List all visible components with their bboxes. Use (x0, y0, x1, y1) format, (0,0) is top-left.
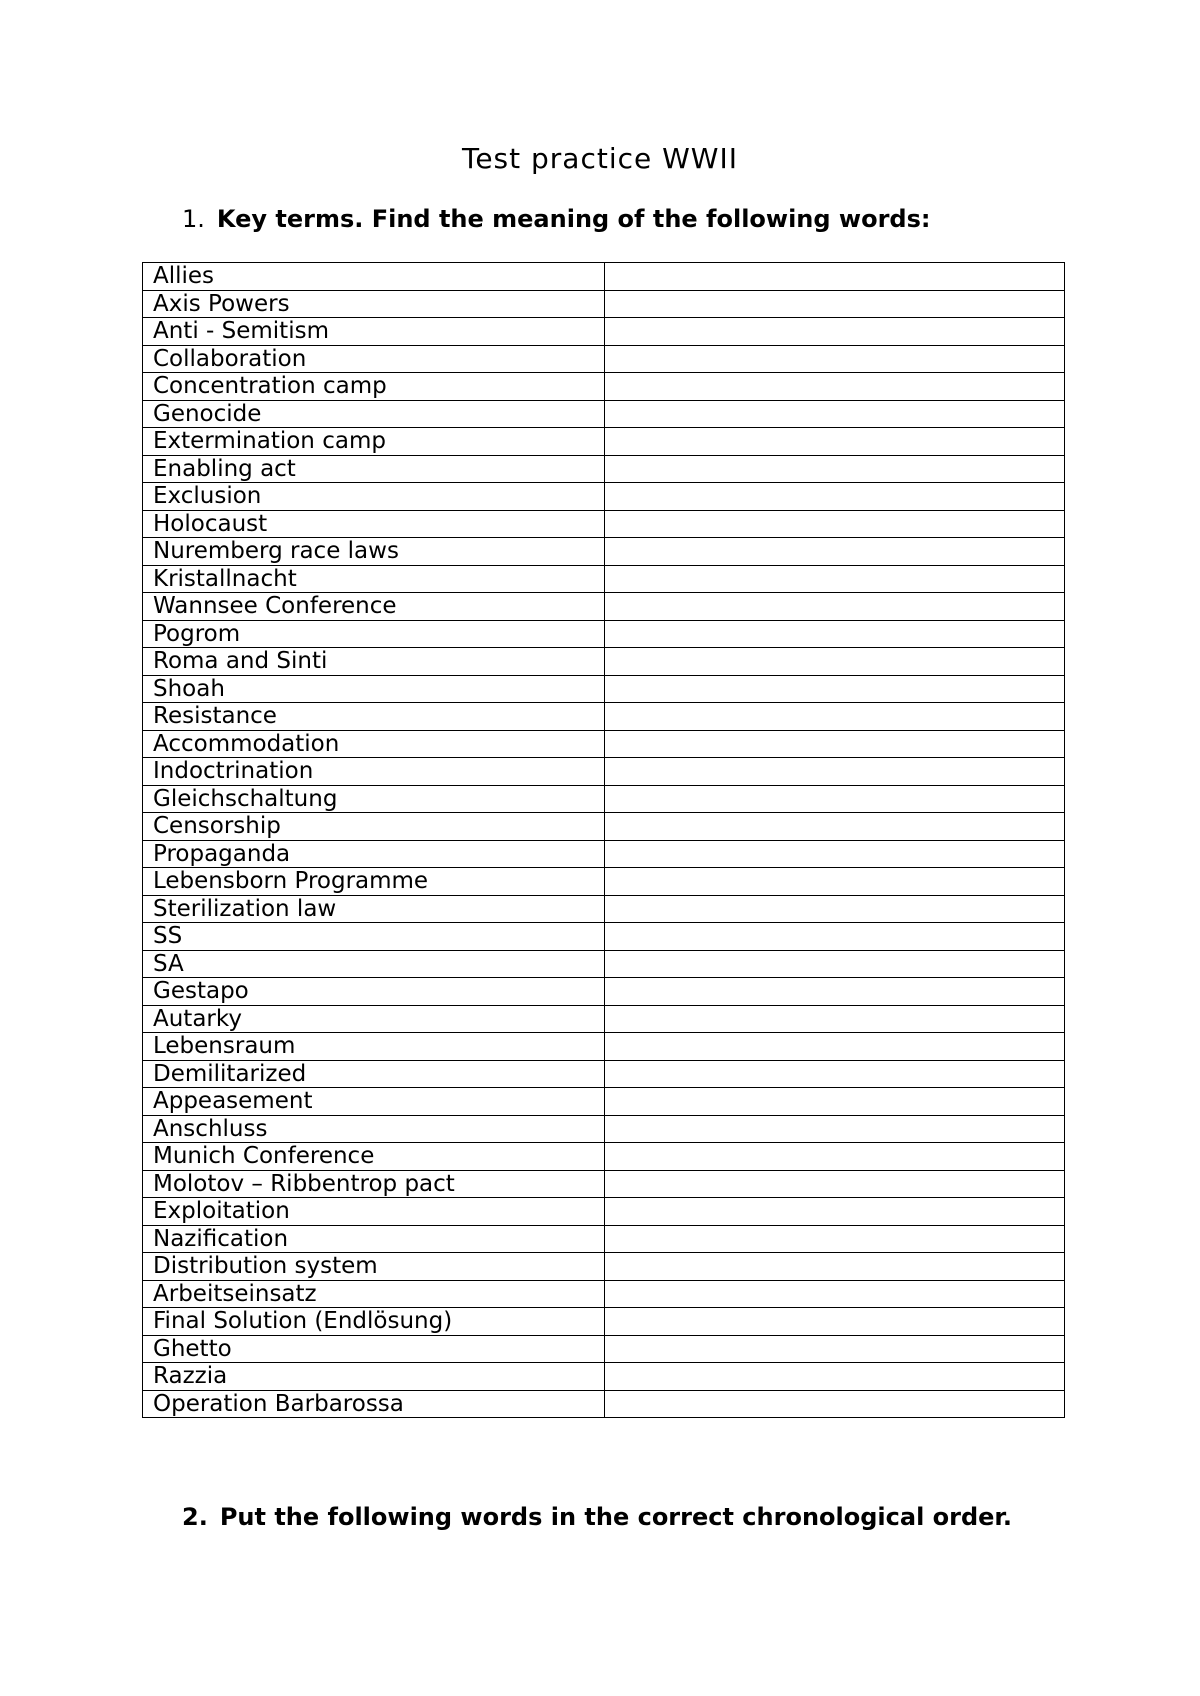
meaning-cell[interactable] (605, 1088, 1065, 1116)
meaning-cell[interactable] (605, 648, 1065, 676)
meaning-cell[interactable] (605, 1033, 1065, 1061)
meaning-cell[interactable] (605, 1005, 1065, 1033)
table-row (143, 1308, 1065, 1336)
table-row (143, 290, 1065, 318)
table-row (143, 1143, 1065, 1171)
table-row (143, 1088, 1065, 1116)
table-row (143, 620, 1065, 648)
meaning-cell[interactable] (605, 1198, 1065, 1226)
table-row (143, 868, 1065, 896)
meaning-cell[interactable] (605, 318, 1065, 346)
question-1-text: Key terms. Find the meaning of the following words: (216, 205, 931, 233)
meaning-cell[interactable] (605, 675, 1065, 703)
meaning-cell[interactable] (605, 840, 1065, 868)
meaning-cell[interactable] (605, 290, 1065, 318)
meaning-cell[interactable] (605, 373, 1065, 401)
meaning-cell[interactable] (605, 1363, 1065, 1391)
term-cell: Nazification (143, 1225, 605, 1253)
term-cell: Lebensraum (143, 1033, 605, 1061)
table-row (143, 950, 1065, 978)
table-row (143, 593, 1065, 621)
term-cell: Operation Barbarossa (143, 1390, 605, 1418)
term-cell: Anschluss (143, 1115, 605, 1143)
meaning-cell[interactable] (605, 703, 1065, 731)
meaning-cell[interactable] (605, 1170, 1065, 1198)
table-row (143, 565, 1065, 593)
meaning-cell[interactable] (605, 428, 1065, 456)
term-cell: Nuremberg race laws (143, 538, 605, 566)
meaning-cell[interactable] (605, 483, 1065, 511)
meaning-cell[interactable] (605, 1335, 1065, 1363)
key-terms-table (142, 262, 1065, 1418)
table-row (143, 455, 1065, 483)
meaning-cell[interactable] (605, 345, 1065, 373)
table-row (143, 648, 1065, 676)
table-row (143, 263, 1065, 291)
term-cell: Holocaust (143, 510, 605, 538)
meaning-cell[interactable] (605, 730, 1065, 758)
term-cell: Final Solution (Endlösung) (143, 1308, 605, 1336)
meaning-cell[interactable] (605, 1253, 1065, 1281)
meaning-cell[interactable] (605, 1060, 1065, 1088)
term-cell: Munich Conference (143, 1143, 605, 1171)
term-cell: Extermination camp (143, 428, 605, 456)
term-cell: Appeasement (143, 1088, 605, 1116)
table-row (143, 538, 1065, 566)
table-row (143, 510, 1065, 538)
meaning-cell[interactable] (605, 895, 1065, 923)
term-cell: Axis Powers (143, 290, 605, 318)
term-cell: Accommodation (143, 730, 605, 758)
meaning-cell[interactable] (605, 785, 1065, 813)
meaning-cell[interactable] (605, 455, 1065, 483)
table-row (143, 373, 1065, 401)
term-cell: Anti - Semitism (143, 318, 605, 346)
question-1 (182, 205, 930, 233)
page-title: Test practice WWII (461, 142, 739, 175)
term-cell: Exclusion (143, 483, 605, 511)
term-cell: Ghetto (143, 1335, 605, 1363)
meaning-cell[interactable] (605, 263, 1065, 291)
term-cell: Enabling act (143, 455, 605, 483)
meaning-cell[interactable] (605, 1143, 1065, 1171)
table-row (143, 1005, 1065, 1033)
term-cell: Autarky (143, 1005, 605, 1033)
meaning-cell[interactable] (605, 620, 1065, 648)
table-row (143, 730, 1065, 758)
table-row (143, 813, 1065, 841)
table-row (143, 1335, 1065, 1363)
meaning-cell[interactable] (605, 1225, 1065, 1253)
term-cell: Pogrom (143, 620, 605, 648)
meaning-cell[interactable] (605, 565, 1065, 593)
meaning-cell[interactable] (605, 868, 1065, 896)
meaning-cell[interactable] (605, 1308, 1065, 1336)
table-row (143, 428, 1065, 456)
table-row (143, 840, 1065, 868)
term-cell: Molotov – Ribbentrop pact (143, 1170, 605, 1198)
term-cell: Concentration camp (143, 373, 605, 401)
term-cell: Lebensborn Programme (143, 868, 605, 896)
term-cell: Sterilization law (143, 895, 605, 923)
table-row (143, 318, 1065, 346)
meaning-cell[interactable] (605, 1115, 1065, 1143)
term-cell: Razzia (143, 1363, 605, 1391)
table-row (143, 345, 1065, 373)
term-cell: Resistance (143, 703, 605, 731)
table-row (143, 785, 1065, 813)
term-cell: SA (143, 950, 605, 978)
table-row (143, 978, 1065, 1006)
meaning-cell[interactable] (605, 758, 1065, 786)
table-row (143, 400, 1065, 428)
term-cell: Genocide (143, 400, 605, 428)
meaning-cell[interactable] (605, 813, 1065, 841)
table-row (143, 1280, 1065, 1308)
meaning-cell[interactable] (605, 1280, 1065, 1308)
term-cell: Gestapo (143, 978, 605, 1006)
table-row (143, 1253, 1065, 1281)
question-2-number: 2. (182, 1503, 208, 1531)
term-cell: Gleichschaltung (143, 785, 605, 813)
table-row (143, 1060, 1065, 1088)
term-cell: Distribution system (143, 1253, 605, 1281)
meaning-cell[interactable] (605, 400, 1065, 428)
term-cell: Indoctrination (143, 758, 605, 786)
table-row (143, 923, 1065, 951)
term-cell: Exploitation (143, 1198, 605, 1226)
meaning-cell[interactable] (605, 510, 1065, 538)
table-row (143, 675, 1065, 703)
term-cell: Censorship (143, 813, 605, 841)
table-row (143, 1363, 1065, 1391)
table-row (143, 483, 1065, 511)
term-cell: Roma and Sinti (143, 648, 605, 676)
meaning-cell[interactable] (605, 538, 1065, 566)
term-cell: Propaganda (143, 840, 605, 868)
table-row (143, 1390, 1065, 1418)
table-row (143, 1170, 1065, 1198)
term-cell: Arbeitseinsatz (143, 1280, 605, 1308)
meaning-cell[interactable] (605, 593, 1065, 621)
question-2 (182, 1503, 1012, 1531)
meaning-cell[interactable] (605, 1390, 1065, 1418)
term-cell: Shoah (143, 675, 605, 703)
term-cell: Wannsee Conference (143, 593, 605, 621)
table-row (143, 703, 1065, 731)
table-row (143, 895, 1065, 923)
meaning-cell[interactable] (605, 923, 1065, 951)
table-row (143, 1198, 1065, 1226)
term-cell: Demilitarized (143, 1060, 605, 1088)
term-cell: Collaboration (143, 345, 605, 373)
table-row (143, 1033, 1065, 1061)
question-1-number: 1. (182, 205, 205, 233)
table-row (143, 1225, 1065, 1253)
term-cell: Allies (143, 263, 605, 291)
question-2-text: Put the following words in the correct chronological order. (219, 1503, 1012, 1531)
term-cell: Kristallnacht (143, 565, 605, 593)
term-cell: SS (143, 923, 605, 951)
meaning-cell[interactable] (605, 978, 1065, 1006)
meaning-cell[interactable] (605, 950, 1065, 978)
table-row (143, 758, 1065, 786)
table-row (143, 1115, 1065, 1143)
